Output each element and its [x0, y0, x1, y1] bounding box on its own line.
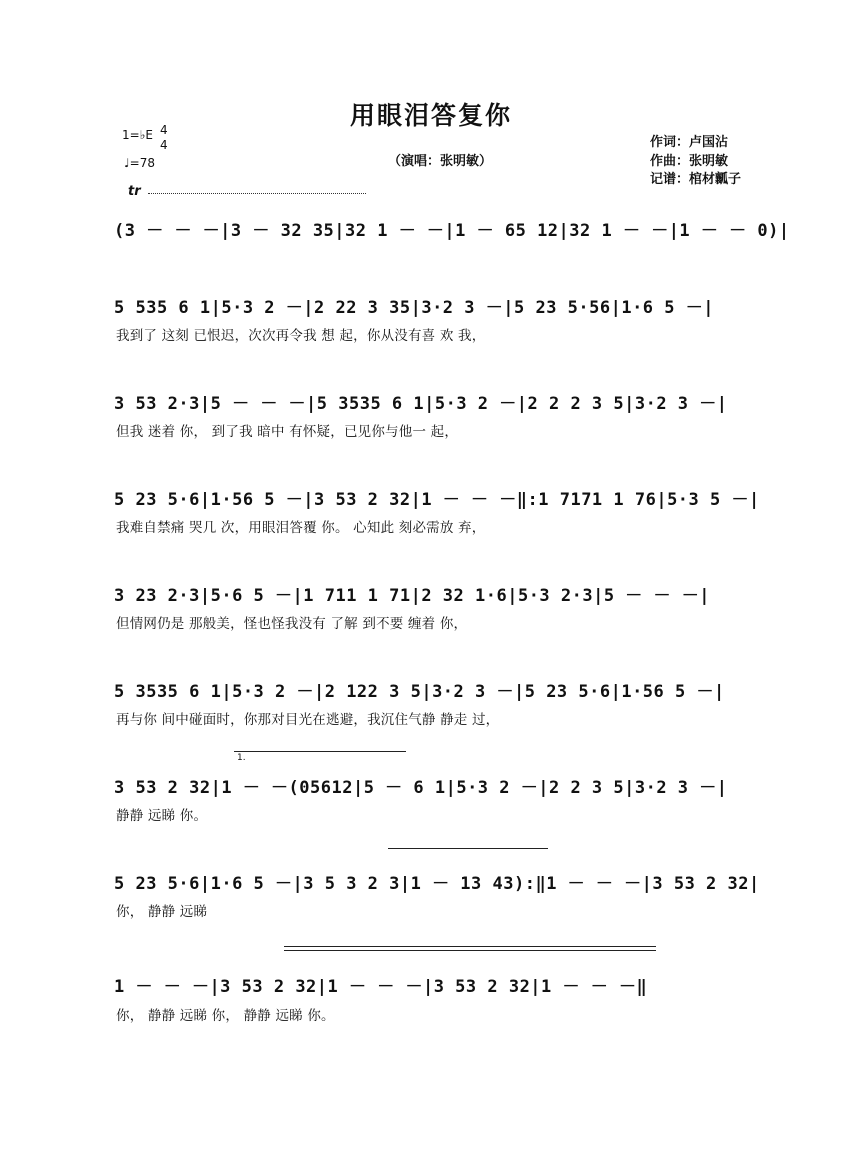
system-2-lyrics: 我到了 这刻 已恨迟，次次再令我 想 起，你从没有喜 欢 我，	[116, 328, 486, 344]
system-3-notes: 3 53 2·3|5 － － －|5 3535 6 1|5·3 2 －|2 2 2 3 5|3·2 3 －|	[114, 394, 728, 414]
system-2-notes: 5 535 6 1|5·3 2 －|2 22 3 35|3·2 3 －|5 23 5·56|1·6 5 －|	[114, 298, 714, 318]
octave-lines	[284, 946, 656, 951]
time-signature-top: 4	[160, 123, 168, 137]
first-ending-bracket	[234, 751, 406, 752]
system-8-lyrics: 你， 静静 远睇	[116, 904, 208, 920]
system-7-notes: 3 53 2 32|1 － －(05612|5 － 6 1|5·3 2 －|2 2 3 5|3·2 3 －|	[114, 778, 728, 798]
trill-mark: tr	[128, 184, 141, 199]
system-4-notes: 5 23 5·6|1·56 5 －|3 53 2 32|1 － － －‖:1 7171 1 76|5·3 5 －|	[114, 490, 760, 510]
system-1-notes: (3 － － －|3 － 32 35|32 1 － －|1 － 65 12|32 1 － －|1 － － 0)|	[114, 221, 790, 241]
system-3-lyrics: 但我 迷着 你， 到了我 暗中 有怀疑，已见你与他一 起，	[116, 424, 459, 440]
tempo-marking: ♩=78	[124, 156, 155, 170]
system-9-notes: 1 － － －|3 53 2 32|1 － － －|3 53 2 32|1 － － －‖	[114, 977, 648, 997]
system-6-notes: 5 3535 6 1|5·3 2 －|2 122 3 5|3·2 3 －|5 23 5·6|1·56 5 －|	[114, 682, 725, 702]
system-8-notes: 5 23 5·6|1·6 5 －|3 5 3 2 3|1 － 13 43):‖1 － － －|3 53 2 32|	[114, 874, 760, 894]
composer-credit: 作曲：张明敏	[650, 154, 729, 169]
system-7-lyrics: 静静 远睇 你。	[116, 808, 208, 824]
trill-line	[148, 193, 366, 194]
system-6-lyrics: 再与你 间中碰面时，你那对目光在逃避，我沉住气静 静走 过，	[116, 712, 500, 728]
performer-credit: （演唱：张明敏）	[387, 154, 492, 169]
lyricist-credit: 作词：卢国沾	[650, 135, 729, 150]
system-4-lyrics: 我难自禁痛 哭几 次，用眼泪答覆 你。 心知此 刻必需放 弃，	[116, 520, 486, 536]
transcriber-credit: 记谱：棺材瓤子	[650, 172, 742, 187]
system-5-lyrics: 但情网仍是 那般美，怪也怪我没有 了解 到不要 缠着 你，	[116, 616, 468, 632]
time-signature-bottom: 4	[160, 138, 168, 152]
key-signature: 1=♭E	[122, 128, 153, 142]
system-5-notes: 3 23 2·3|5·6 5 －|1 711 1 71|2 32 1·6|5·3 2·3|5 － － －|	[114, 586, 711, 606]
system-9-lyrics: 你， 静静 远睇 你， 静静 远睇 你。	[116, 1008, 335, 1024]
page-title: 用眼泪答复你	[349, 101, 512, 130]
first-ending-label: 1.	[237, 753, 246, 763]
octave-line	[388, 848, 548, 849]
